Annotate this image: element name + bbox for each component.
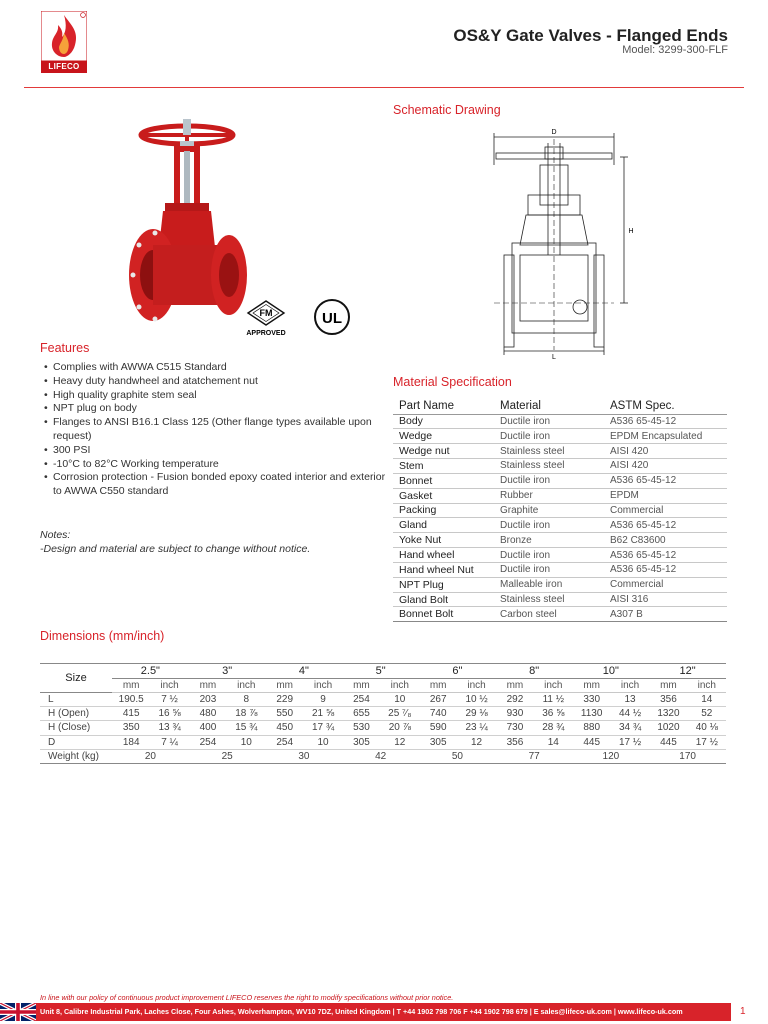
weight-value-cell: 170 [649, 749, 726, 763]
material-row [393, 548, 727, 563]
dimension-value-cell: 930 [496, 707, 534, 721]
dimension-value-cell: 20 ⅞ [381, 721, 419, 735]
dimension-value-cell: 292 [496, 693, 534, 707]
astm-spec-cell: AISI 420 [604, 459, 727, 474]
dimension-value-cell: 254 [342, 693, 380, 707]
material-cell: Rubber [494, 488, 604, 503]
dimension-value-cell: 1320 [649, 707, 687, 721]
unit-header: mm [649, 679, 687, 693]
astm-spec-cell: AISI 420 [604, 444, 727, 459]
unit-header: inch [381, 679, 419, 693]
notes-text: -Design and material are subject to change without notice. [40, 543, 311, 555]
header-material: Material [494, 398, 604, 414]
dimension-value-cell: 350 [112, 721, 150, 735]
material-row [393, 488, 727, 503]
dimension-row-label: D [40, 735, 112, 749]
dimension-value-cell: 450 [266, 721, 304, 735]
dimension-value-cell: 254 [266, 735, 304, 749]
feature-item: • 300 PSI [44, 444, 394, 458]
dimension-value-cell: 28 ¾ [534, 721, 572, 735]
dimension-value-cell: 415 [112, 707, 150, 721]
astm-spec-cell: A536 65-45-12 [604, 414, 727, 429]
unit-header: inch [150, 679, 188, 693]
dimension-value-cell: 29 ⅛ [457, 707, 495, 721]
dimensions-table [40, 663, 726, 764]
dimension-value-cell: 655 [342, 707, 380, 721]
weight-value-cell: 25 [189, 749, 266, 763]
feature-item: • Corrosion protection - Fusion bonded epoxy coated interior and exterior to AWWA C550 standard [44, 471, 394, 499]
dimension-value-cell: 7 ½ [150, 693, 188, 707]
schematic-label-d: D [551, 129, 557, 136]
unit-header: mm [189, 679, 227, 693]
size-header: 2.5" [112, 664, 189, 679]
weight-row-label: Weight (kg) [40, 749, 112, 763]
material-cell: Ductile iron [494, 562, 604, 577]
features-heading: Features [40, 341, 90, 355]
dimension-value-cell: 13 [611, 693, 649, 707]
part-name-cell: Yoke Nut [393, 533, 494, 548]
dimension-row [40, 707, 726, 721]
unit-header: inch [457, 679, 495, 693]
dimensions-size-row [40, 664, 726, 679]
part-name-cell: Bonnet Bolt [393, 607, 494, 622]
dimension-row [40, 693, 726, 707]
size-header: 3" [189, 664, 266, 679]
part-name-cell: NPT Plug [393, 577, 494, 592]
dimension-value-cell: 590 [419, 721, 457, 735]
dimension-row-label: H (Close) [40, 721, 112, 735]
dimensions-heading: Dimensions (mm/inch) [40, 629, 165, 643]
page-number: 1 [740, 1006, 746, 1017]
part-name-cell: Packing [393, 503, 494, 518]
weight-value-cell: 77 [496, 749, 573, 763]
unit-header: inch [611, 679, 649, 693]
material-header-row [393, 398, 727, 414]
header-part-name: Part Name [393, 398, 494, 414]
unit-header: mm [573, 679, 611, 693]
part-name-cell: Gasket [393, 488, 494, 503]
dimension-value-cell: 23 ¼ [457, 721, 495, 735]
material-cell: Ductile iron [494, 429, 604, 444]
part-name-cell: Hand wheel [393, 548, 494, 563]
part-name-cell: Hand wheel Nut [393, 562, 494, 577]
schematic-label-l: L [552, 354, 556, 360]
astm-spec-cell: EPDM [604, 488, 727, 503]
astm-spec-cell: Commercial [604, 503, 727, 518]
astm-spec-cell: EPDM Encapsulated [604, 429, 727, 444]
material-row [393, 533, 727, 548]
size-label: Size [40, 664, 112, 693]
dimension-value-cell: 1020 [649, 721, 687, 735]
notes-title: Notes: [40, 529, 71, 541]
dimension-value-cell: 10 [304, 735, 342, 749]
unit-header: mm [342, 679, 380, 693]
dimension-value-cell: 305 [419, 735, 457, 749]
size-header: 6" [419, 664, 496, 679]
material-row [393, 459, 727, 474]
unit-header: mm [266, 679, 304, 693]
dimension-row-label: H (Open) [40, 707, 112, 721]
material-cell: Ductile iron [494, 518, 604, 533]
size-header: 12" [649, 664, 726, 679]
notes [40, 528, 310, 556]
dimension-value-cell: 21 ⅝ [304, 707, 342, 721]
material-row [393, 414, 727, 429]
material-table-body [393, 414, 727, 622]
dimension-value-cell: 12 [457, 735, 495, 749]
dimension-value-cell: 1130 [573, 707, 611, 721]
material-row [393, 562, 727, 577]
material-cell: Stainless steel [494, 592, 604, 607]
part-name-cell: Stem [393, 459, 494, 474]
dimension-value-cell: 36 ⅝ [534, 707, 572, 721]
uk-flag-icon [0, 1003, 36, 1021]
size-header: 8" [496, 664, 573, 679]
dimension-value-cell: 267 [419, 693, 457, 707]
dimension-value-cell: 10 [227, 735, 265, 749]
part-name-cell: Wedge nut [393, 444, 494, 459]
material-heading: Material Specification [393, 375, 512, 389]
header-divider [24, 87, 744, 88]
header-astm-spec: ASTM Spec. [604, 398, 727, 414]
dimension-value-cell: 15 ¾ [227, 721, 265, 735]
dimension-value-cell: 550 [266, 707, 304, 721]
astm-spec-cell: B62 C83600 [604, 533, 727, 548]
astm-spec-cell: A536 65-45-12 [604, 548, 727, 563]
dimension-value-cell: 530 [342, 721, 380, 735]
material-cell: Graphite [494, 503, 604, 518]
material-cell: Malleable iron [494, 577, 604, 592]
gate-valve-image [125, 115, 260, 335]
material-spec-table [393, 398, 727, 622]
page-title: OS&Y Gate Valves - Flanged Ends [453, 26, 728, 45]
dimension-value-cell: 305 [342, 735, 380, 749]
weight-value-cell: 42 [342, 749, 419, 763]
part-name-cell: Body [393, 414, 494, 429]
schematic-heading: Schematic Drawing [393, 103, 501, 117]
feature-item: • Complies with AWWA C515 Standard [44, 361, 394, 375]
dimension-value-cell: 254 [189, 735, 227, 749]
material-row [393, 473, 727, 488]
dimension-value-cell: 12 [381, 735, 419, 749]
material-cell: Ductile iron [494, 548, 604, 563]
unit-header: mm [112, 679, 150, 693]
weight-row [40, 749, 726, 763]
dimension-value-cell: 203 [189, 693, 227, 707]
size-header: 10" [573, 664, 650, 679]
astm-spec-cell: A536 65-45-12 [604, 562, 727, 577]
part-name-cell: Gland Bolt [393, 592, 494, 607]
dimension-value-cell: 330 [573, 693, 611, 707]
disclaimer-text: In line with our policy of continuous product improvement LIFECO reserves the right to modify specifications without prior notice. [40, 993, 454, 1002]
material-cell: Ductile iron [494, 473, 604, 488]
footer-contact-text: Unit 8, Calibre Industrial Park, Laches Close, Four Ashes, Wolverhampton, WV10 7DZ, United Kingdom | T +44 1902 798 706 F +44 1902 798 679 | E sales@lifeco-uk.com | www.lifeco-uk.com [40, 1007, 683, 1016]
material-row [393, 429, 727, 444]
dimension-value-cell: 356 [649, 693, 687, 707]
dimension-value-cell: 445 [573, 735, 611, 749]
features-list [44, 361, 394, 499]
dimension-value-cell: 52 [688, 707, 726, 721]
dimension-value-cell: 17 ½ [611, 735, 649, 749]
material-cell: Ductile iron [494, 414, 604, 429]
dimension-value-cell: 730 [496, 721, 534, 735]
material-cell: Stainless steel [494, 459, 604, 474]
dimension-value-cell: 356 [496, 735, 534, 749]
dimension-value-cell: 11 ½ [534, 693, 572, 707]
astm-spec-cell: A536 65-45-12 [604, 518, 727, 533]
dimension-value-cell: 18 ⅞ [227, 707, 265, 721]
astm-spec-cell: AISI 316 [604, 592, 727, 607]
dimension-value-cell: 13 ¾ [150, 721, 188, 735]
feature-item: • -10°C to 82°C Working temperature [44, 458, 394, 472]
astm-spec-cell: Commercial [604, 577, 727, 592]
dimension-value-cell: 880 [573, 721, 611, 735]
material-row [393, 607, 727, 622]
material-row [393, 518, 727, 533]
astm-spec-cell: A307 B [604, 607, 727, 622]
dimension-value-cell: 16 ⅝ [150, 707, 188, 721]
dimension-value-cell: 34 ¾ [611, 721, 649, 735]
dimension-value-cell: 229 [266, 693, 304, 707]
schematic-drawing [490, 125, 640, 360]
dimensions-unit-row [40, 679, 726, 693]
weight-value-cell: 30 [266, 749, 343, 763]
dimension-value-cell: 480 [189, 707, 227, 721]
dimension-row [40, 735, 726, 749]
dimension-value-cell: 10 ½ [457, 693, 495, 707]
dimensions-table-body [40, 693, 726, 764]
size-header: 5" [342, 664, 419, 679]
weight-value-cell: 120 [573, 749, 650, 763]
dimension-value-cell: 40 ⅛ [688, 721, 726, 735]
unit-header: inch [688, 679, 726, 693]
dimension-value-cell: 445 [649, 735, 687, 749]
schematic-label-h: H [628, 228, 634, 235]
dimension-value-cell: 25 ⁷⁄₈ [381, 707, 419, 721]
ul-mark-text: UL [322, 310, 342, 327]
dimension-value-cell: 190.5 [112, 693, 150, 707]
feature-item: • NPT plug on body [44, 402, 394, 416]
weight-value-cell: 50 [419, 749, 496, 763]
dimension-value-cell: 14 [688, 693, 726, 707]
astm-spec-cell: A536 65-45-12 [604, 473, 727, 488]
dimension-value-cell: 8 [227, 693, 265, 707]
fm-ul-certification-logos [244, 295, 356, 339]
dimension-value-cell: 44 ½ [611, 707, 649, 721]
material-cell: Stainless steel [494, 444, 604, 459]
logo-text: LIFECO [41, 61, 87, 73]
unit-header: inch [534, 679, 572, 693]
feature-item: • High quality graphite stem seal [44, 389, 394, 403]
part-name-cell: Wedge [393, 429, 494, 444]
material-row [393, 592, 727, 607]
dimension-row [40, 721, 726, 735]
dimension-value-cell: 7 ¼ [150, 735, 188, 749]
dimension-value-cell: 184 [112, 735, 150, 749]
unit-header: mm [496, 679, 534, 693]
material-row [393, 577, 727, 592]
part-name-cell: Bonnet [393, 473, 494, 488]
dimension-value-cell: 10 [381, 693, 419, 707]
dimension-value-cell: 14 [534, 735, 572, 749]
dimension-value-cell: 740 [419, 707, 457, 721]
dimension-value-cell: 17 ½ [688, 735, 726, 749]
feature-item: • Flanges to ANSI B16.1 Class 125 (Other flange types available upon request) [44, 416, 394, 444]
material-cell: Bronze [494, 533, 604, 548]
unit-header: inch [304, 679, 342, 693]
weight-value-cell: 20 [112, 749, 189, 763]
unit-header: inch [227, 679, 265, 693]
part-name-cell: Gland [393, 518, 494, 533]
size-header: 4" [266, 664, 343, 679]
dimension-value-cell: 17 ¾ [304, 721, 342, 735]
material-row [393, 503, 727, 518]
model-number: Model: 3299-300-FLF [622, 44, 728, 56]
feature-item: • Heavy duty handwheel and atatchement nut [44, 375, 394, 389]
dimension-value-cell: 9 [304, 693, 342, 707]
dimension-value-cell: 400 [189, 721, 227, 735]
material-row [393, 444, 727, 459]
material-cell: Carbon steel [494, 607, 604, 622]
unit-header: mm [419, 679, 457, 693]
dimension-row-label: L [40, 693, 112, 707]
fm-approved-text: APPROVED [246, 330, 286, 337]
fm-mark-text: FM [259, 308, 273, 318]
